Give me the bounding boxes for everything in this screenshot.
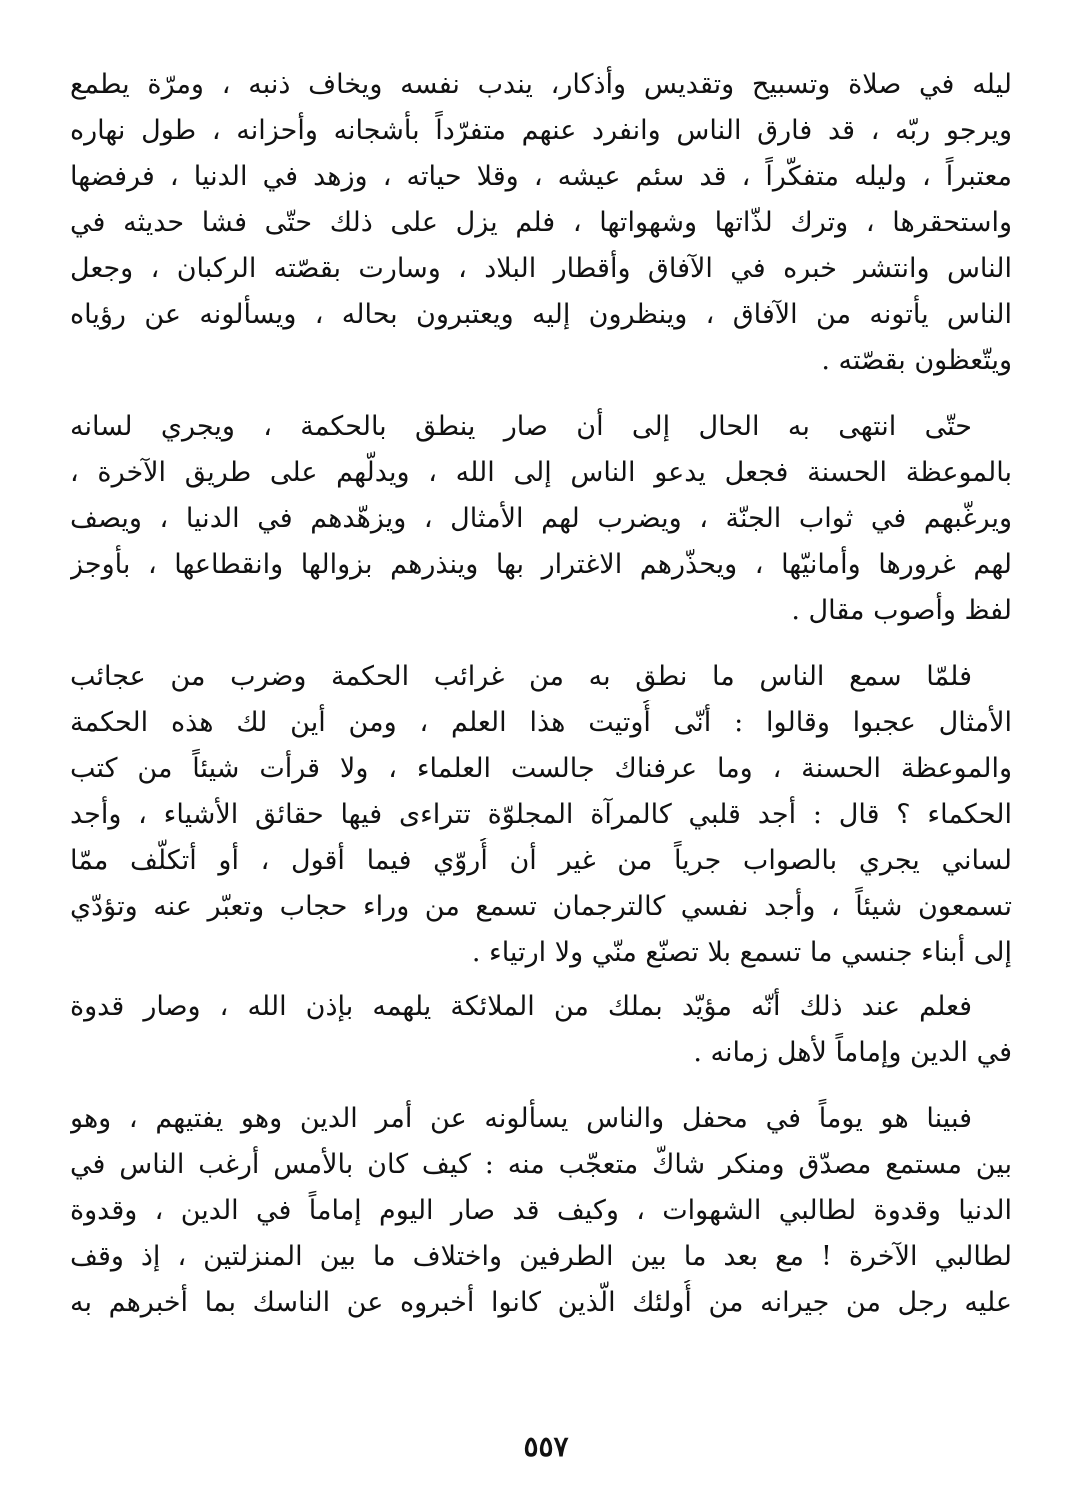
paragraph-4 [70, 984, 1012, 1076]
text-line: فبينا هو يوماً في محفل والناس يسألونه عن أمر الدين وهو يفتيهم ، وهو [70, 1103, 972, 1134]
paragraph-gap [70, 976, 1012, 984]
paragraph-gap [70, 1076, 1012, 1096]
page-number: ٥٥٧ [523, 1430, 569, 1463]
paragraph-5 [70, 1096, 1012, 1326]
text-line: لهم غرورها وأمانيّها ، ويحذّرهم الاغترار بها وينذرهم بزوالها وانقطاعها ، بأوجز [70, 549, 1012, 580]
text-line: واستحقرها ، وترك لذّاتها وشهواتها ، فلم يزل على ذلك حتّى فشا حديثه في [70, 207, 1012, 238]
text-line: ويرغّبهم في ثواب الجنّة ، ويضرب لهم الأمثال ، ويزهّدهم في الدنيا ، ويصف [70, 503, 1012, 534]
text-line: ليله في صلاة وتسبيح وتقديس وأذكار، يندب نفسه ويخاف ذنبه ، ومرّة يطمع [70, 69, 1012, 100]
text-line: تسمعون شيئاً ، وأجد نفسي كالترجمان تسمع من وراء حجاب وتعبّر عنه وتؤدّي [70, 891, 1012, 922]
text-line: إلى أبناء جنسي ما تسمع بلا تصنّع منّي ولا ارتياء . [471, 937, 1012, 968]
text-line: معتبراً ، وليله متفكّراً ، قد سئم عيشه ، وقلا حياته ، وزهد في الدنيا ، فرفضها [70, 161, 1012, 192]
text-line: لطالبي الآخرة ! مع بعد ما بين الطرفين واختلاف ما بين المنزلتين ، إذ وقف [70, 1241, 1012, 1272]
paragraph-gap [70, 634, 1012, 654]
text-line: الناس يأتونه من الآفاق ، وينظرون إليه ويعتبرون بحاله ، ويسألونه عن رؤياه [70, 299, 1012, 330]
text-line: والموعظة الحسنة ، وما عرفناك جالست العلماء ، ولا قرأت شيئاً من كتب [70, 753, 1012, 784]
text-line: بين مستمع مصدّق ومنكر شاكّ متعجّب منه : كيف كان بالأمس أرغب الناس في [70, 1149, 1012, 1180]
paragraph-3 [70, 654, 1012, 976]
text-line: الأمثال عجبوا وقالوا : أنّى أُوتيت هذا العلم ، ومن أين لك هذه الحكمة [70, 707, 1012, 738]
text-line: ويرجو ربّه ، قد فارق الناس وانفرد عنهم متفرّداً بأشجانه وأحزانه ، طول نهاره [70, 115, 1012, 146]
text-line: لفظ وأصوب مقال . [791, 595, 1012, 626]
text-line: حتّى انتهى به الحال إلى أن صار ينطق بالحكمة ، ويجري لسانه [70, 411, 972, 442]
paragraph-1 [70, 62, 1012, 384]
text-line: لساني يجري بالصواب جرياً من غير أن أُروّي فيما أقول ، أو أتكلّف ممّا [70, 845, 1012, 876]
text-line: فلمّا سمع الناس ما نطق به من غرائب الحكمة وضرب من عجائب [70, 661, 972, 692]
text-line: بالموعظة الحسنة فجعل يدعو الناس إلى الله ، ويدلّهم على طريق الآخرة ، [70, 457, 1012, 488]
text-line: ويتّعظون بقصّته . [821, 345, 1012, 376]
text-line: الدنيا وقدوة لطالبي الشهوات ، وكيف قد صار اليوم إماماً في الدين ، وقدوة [70, 1195, 1012, 1226]
paragraph-2 [70, 404, 1012, 634]
text-line: الناس وانتشر خبره في الآفاق وأقطار البلاد ، وسارت بقصّته الركبان ، وجعل [70, 253, 1012, 284]
paragraph-gap [70, 384, 1012, 404]
page-body [70, 62, 1012, 1442]
text-line: في الدين وإماماً لأهل زمانه . [693, 1037, 1012, 1068]
text-line: عليه رجل من جيرانه من أُولئك الّذين كانوا أخبروه عن الناسك بما أخبرهم به [70, 1287, 1012, 1318]
text-line: فعلم عند ذلك أنّه مؤيّد بملك من الملائكة يلهمه بإذن الله ، وصار قدوة [70, 991, 972, 1022]
text-line: الحكماء ؟ قال : أجد قلبي كالمرآة المجلوّة تتراءى فيها حقائق الأشياء ، وأجد [70, 799, 1012, 830]
